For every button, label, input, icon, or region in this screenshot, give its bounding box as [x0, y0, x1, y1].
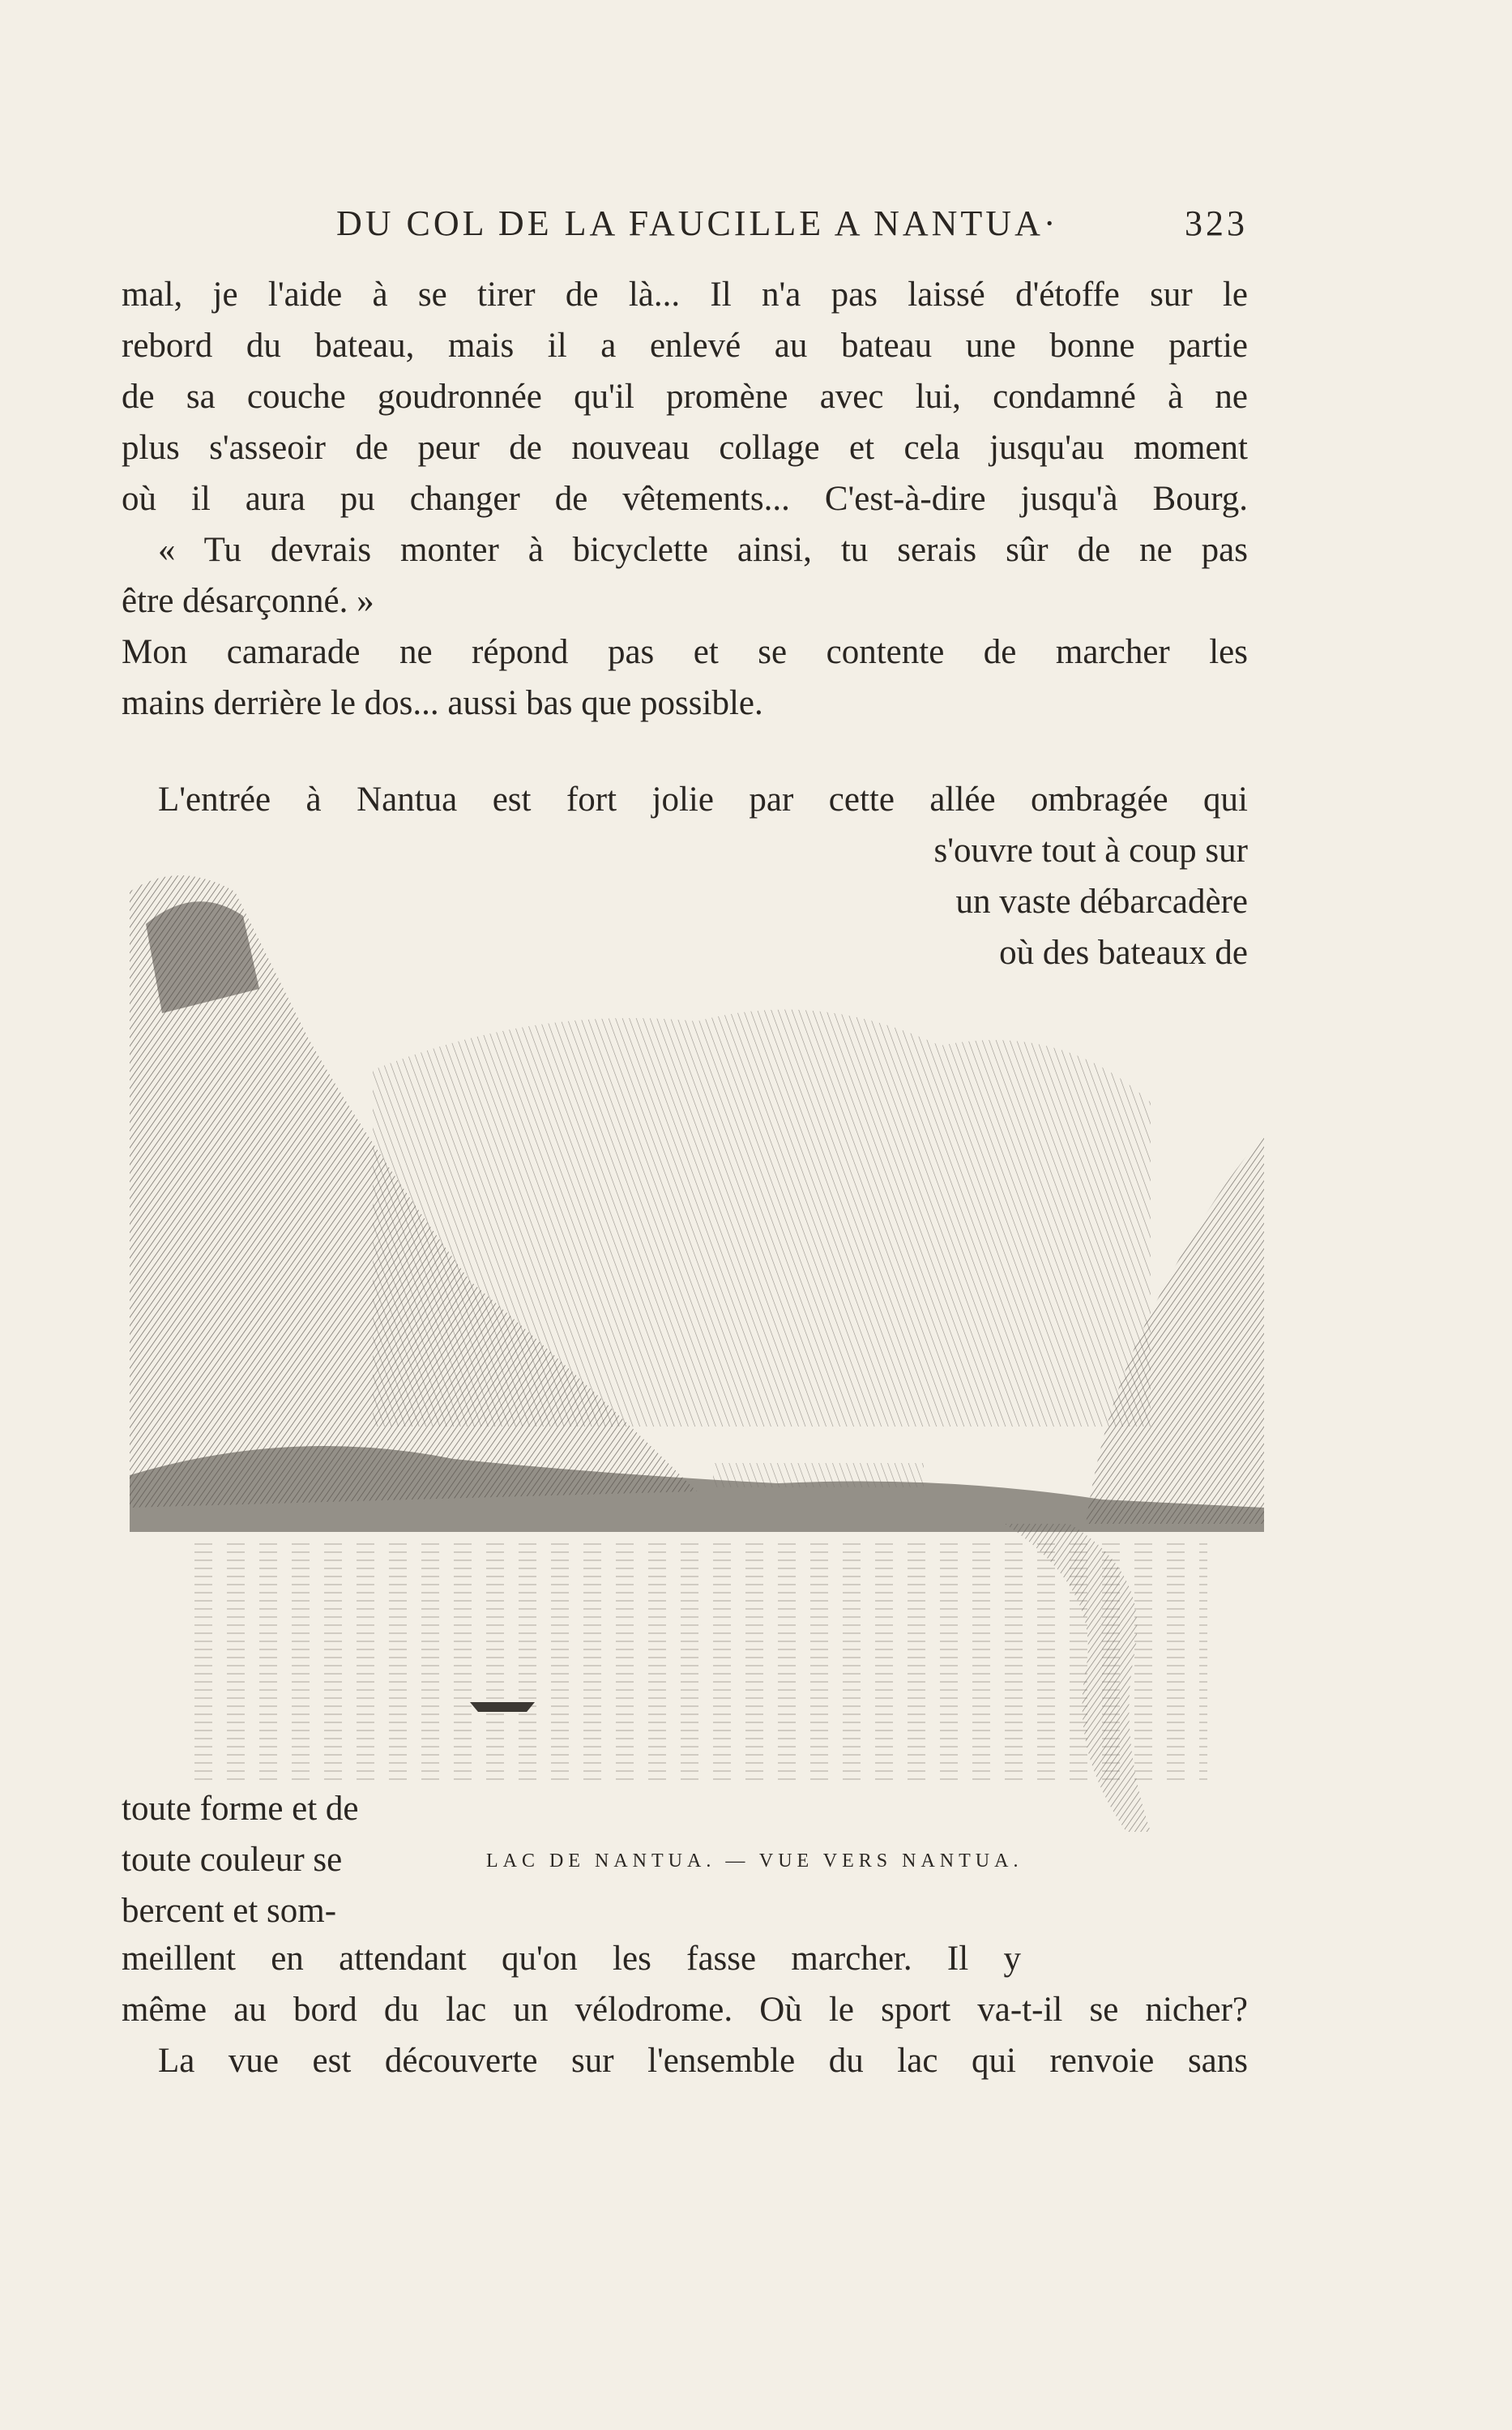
paragraph-3: [122, 627, 1248, 729]
running-title: DU COL DE LA FAUCILLE A NANTUA·: [336, 203, 1059, 243]
town: [713, 1463, 924, 1487]
text-line: toute forme et de: [122, 1790, 359, 1828]
text-line: être désarçonné. »: [122, 582, 374, 620]
wrap-text-left: [122, 1783, 359, 1936]
text-line: Mon camarade ne répond pas et se contente de marcher les: [122, 633, 1248, 671]
lake-engraving-illustration: [130, 859, 1264, 1913]
text-line: un vaste débarcadère: [955, 883, 1248, 921]
illustration-caption: LAC DE NANTUA. — VUE VERS NANTUA.: [486, 1850, 1023, 1872]
text-line: bercent et som-: [122, 1892, 337, 1930]
text-line: de sa couche goudronnée qu'il promène avec lui, condamné à ne: [122, 378, 1248, 416]
paragraph-4-continuation: [122, 1933, 1248, 2086]
page-number: 323: [1185, 203, 1248, 243]
text-line: s'ouvre tout à coup sur: [933, 832, 1248, 870]
text-line: « Tu devrais monter à bicyclette ainsi, tu serais sûr de ne pas: [158, 531, 1248, 569]
text-line: où des bateaux de: [999, 934, 1248, 972]
text-line: même au bord du lac un vélodrome. Où le sport va-t-il se nicher?: [122, 1991, 1248, 2029]
lake-water: [194, 1540, 1207, 1783]
paragraph-1: [122, 269, 1248, 524]
paragraph-4-first-line: [122, 774, 1248, 825]
rowboat: [470, 1702, 535, 1712]
text-line: La vue est découverte sur l'ensemble du lac qui renvoie sans: [158, 2042, 1248, 2080]
paragraph-2: [122, 524, 1248, 627]
text-line: toute couleur se: [122, 1841, 343, 1879]
text-line: rebord du bateau, mais il a enlevé au bateau une bonne partie: [122, 327, 1248, 365]
text-line: meillent en attendant qu'on les fasse marcher. Il y: [122, 1940, 1021, 1978]
text-line: plus s'asseoir de peur de nouveau collage et cela jusqu'au moment: [122, 429, 1248, 467]
text-line: où il aura pu changer de vêtements... C'est-à-dire jusqu'à Bourg.: [122, 480, 1248, 518]
text-line: mains derrière le dos... aussi bas que possible.: [122, 684, 763, 722]
text-line: L'entrée à Nantua est fort jolie par cette allée ombragée qui: [158, 781, 1248, 819]
text-line: mal, je l'aide à se tirer de là... Il n'a pas laissé d'étoffe sur le: [122, 276, 1248, 314]
